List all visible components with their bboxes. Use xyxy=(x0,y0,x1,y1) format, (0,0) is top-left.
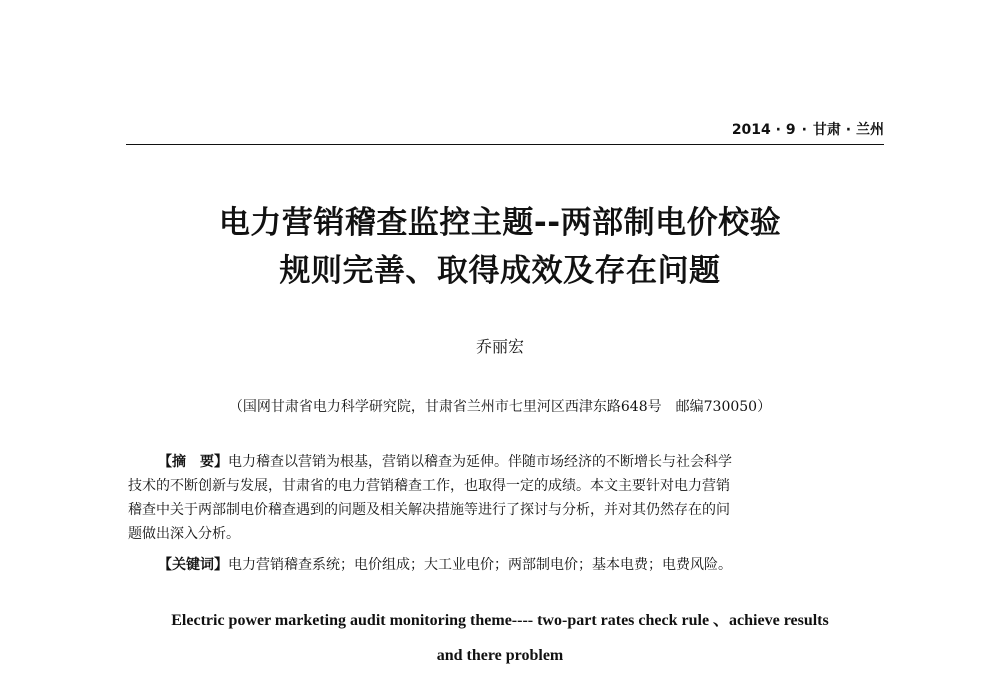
author-name: 乔丽宏 xyxy=(475,337,524,356)
issue-date: 2014 · 9 xyxy=(731,122,796,138)
abstract-text-1: 电力稽查以营销为根基，营销以稽查为延伸。伴随市场经济的不断增长与社会科学 xyxy=(228,454,732,470)
keywords-label: 【关键词】 xyxy=(158,557,228,573)
affiliation: （国网甘肃省电力科学研究院，甘肃省兰州市七里河区西津东路648号 邮编730050） xyxy=(228,399,772,415)
header-separator: · xyxy=(801,122,807,138)
header-rule xyxy=(126,144,884,145)
keywords-text: 电力营销稽查系统；电价组成；大工业电价；两部制电价；基本电费；电费风险。 xyxy=(228,557,732,573)
abstract-label: 【摘 要】 xyxy=(158,454,228,470)
english-title-line-1: Electric power marketing audit monitoring theme---- two-part rates check rule 、achieve results xyxy=(171,612,829,629)
paper-title-line-1: 电力营销稽查监控主题--两部制电价校验 xyxy=(218,205,782,241)
keywords xyxy=(158,553,898,577)
journal-header xyxy=(126,116,884,144)
abstract-line-4: 题做出深入分析。 xyxy=(128,526,240,542)
location: 甘肃 · 兰州 xyxy=(812,122,884,138)
abstract-line-2: 技术的不断创新与发展，甘肃省的电力营销稽查工作，也取得一定的成绩。本文主要针对电力营销 xyxy=(128,478,730,494)
abstract-line-3: 稽查中关于两部制电价稽查遇到的问题及相关解决措施等进行了探讨与分析，并对其仍然存在的问 xyxy=(128,502,730,518)
english-title-line-2: and there problem xyxy=(436,647,564,664)
abstract-line-1 xyxy=(128,450,886,474)
paper-title-line-2: 规则完善、取得成效及存在问题 xyxy=(279,253,721,289)
abstract xyxy=(128,450,886,546)
